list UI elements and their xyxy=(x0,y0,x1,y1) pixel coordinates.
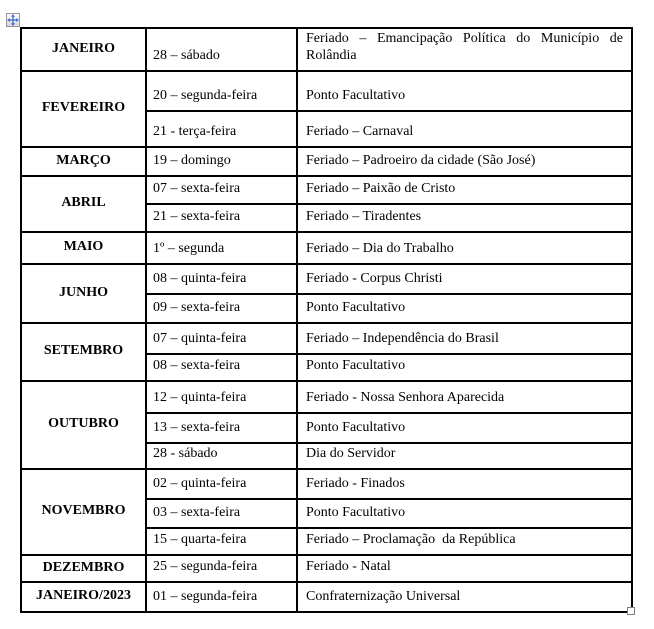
table-row xyxy=(21,264,632,294)
month-cell-marco[interactable]: MARÇO xyxy=(21,147,146,176)
desc-cell[interactable]: Feriado – Proclamação da República xyxy=(297,528,632,555)
month-cell-maio[interactable]: MAIO xyxy=(21,232,146,264)
desc-cell[interactable]: Feriado – Carnaval xyxy=(297,111,632,147)
table-row xyxy=(21,582,632,612)
table-row xyxy=(21,381,632,413)
desc-cell[interactable]: Feriado – Independência do Brasil xyxy=(297,323,632,354)
table-resize-handle[interactable] xyxy=(627,607,635,615)
desc-cell[interactable]: Ponto Facultativo xyxy=(297,354,632,381)
desc-cell[interactable]: Feriado - Corpus Christi xyxy=(297,264,632,294)
date-cell[interactable]: 28 - sábado xyxy=(146,443,297,469)
table-row xyxy=(21,323,632,354)
month-cell-dezembro[interactable]: DEZEMBRO xyxy=(21,555,146,582)
month-cell-junho[interactable]: JUNHO xyxy=(21,264,146,323)
date-cell[interactable]: 01 – segunda-feira xyxy=(146,582,297,612)
date-cell[interactable]: 28 – sábado xyxy=(146,28,297,71)
table-row xyxy=(21,232,632,264)
desc-cell[interactable]: Feriado – Emancipação Política do Município de Rolândia xyxy=(297,28,632,71)
table-move-handle[interactable] xyxy=(6,13,20,27)
desc-cell[interactable]: Feriado - Finados xyxy=(297,469,632,499)
month-cell-janeiro-2023[interactable]: JANEIRO/2023 xyxy=(21,582,146,612)
desc-cell[interactable]: Feriado – Paixão de Cristo xyxy=(297,176,632,204)
table-row xyxy=(21,147,632,176)
date-cell[interactable]: 20 – segunda-feira xyxy=(146,71,297,111)
move-cross-icon xyxy=(7,14,19,26)
month-cell-abril[interactable]: ABRIL xyxy=(21,176,146,232)
desc-cell[interactable]: Confraternização Universal xyxy=(297,582,632,612)
date-cell[interactable]: 25 – segunda-feira xyxy=(146,555,297,582)
date-cell[interactable]: 07 – quinta-feira xyxy=(146,323,297,354)
date-cell[interactable]: 08 – quinta-feira xyxy=(146,264,297,294)
desc-cell[interactable]: Ponto Facultativo xyxy=(297,413,632,443)
date-cell[interactable]: 15 – quarta-feira xyxy=(146,528,297,555)
month-cell-outubro[interactable]: OUTUBRO xyxy=(21,381,146,469)
date-cell[interactable]: 07 – sexta-feira xyxy=(146,176,297,204)
date-cell[interactable]: 19 – domingo xyxy=(146,147,297,176)
month-cell-janeiro[interactable]: JANEIRO xyxy=(21,28,146,71)
date-cell[interactable]: 03 – sexta-feira xyxy=(146,499,297,528)
month-cell-setembro[interactable]: SETEMBRO xyxy=(21,323,146,381)
desc-cell[interactable]: Feriado - Nossa Senhora Aparecida xyxy=(297,381,632,413)
table-row xyxy=(21,555,632,582)
table-row xyxy=(21,469,632,499)
month-cell-fevereiro[interactable]: FEVEREIRO xyxy=(21,71,146,147)
desc-cell[interactable]: Feriado - Natal xyxy=(297,555,632,582)
desc-cell[interactable]: Feriado – Tiradentes xyxy=(297,204,632,232)
desc-cell[interactable]: Feriado – Dia do Trabalho xyxy=(297,232,632,264)
desc-cell[interactable]: Ponto Facultativo xyxy=(297,71,632,111)
table-row xyxy=(21,176,632,204)
holiday-table xyxy=(20,27,633,613)
desc-cell[interactable]: Dia do Servidor xyxy=(297,443,632,469)
date-cell[interactable]: 21 – sexta-feira xyxy=(146,204,297,232)
date-cell[interactable]: 08 – sexta-feira xyxy=(146,354,297,381)
date-cell[interactable]: 02 – quinta-feira xyxy=(146,469,297,499)
table-row xyxy=(21,71,632,111)
date-cell[interactable]: 12 – quinta-feira xyxy=(146,381,297,413)
date-cell[interactable]: 21 - terça-feira xyxy=(146,111,297,147)
desc-cell[interactable]: Ponto Facultativo xyxy=(297,499,632,528)
month-cell-novembro[interactable]: NOVEMBRO xyxy=(21,469,146,555)
desc-cell[interactable]: Ponto Facultativo xyxy=(297,294,632,323)
date-cell[interactable]: 13 – sexta-feira xyxy=(146,413,297,443)
table-row xyxy=(21,28,632,71)
desc-cell[interactable]: Feriado – Padroeiro da cidade (São José) xyxy=(297,147,632,176)
date-cell[interactable]: 1º – segunda xyxy=(146,232,297,264)
date-cell[interactable]: 09 – sexta-feira xyxy=(146,294,297,323)
